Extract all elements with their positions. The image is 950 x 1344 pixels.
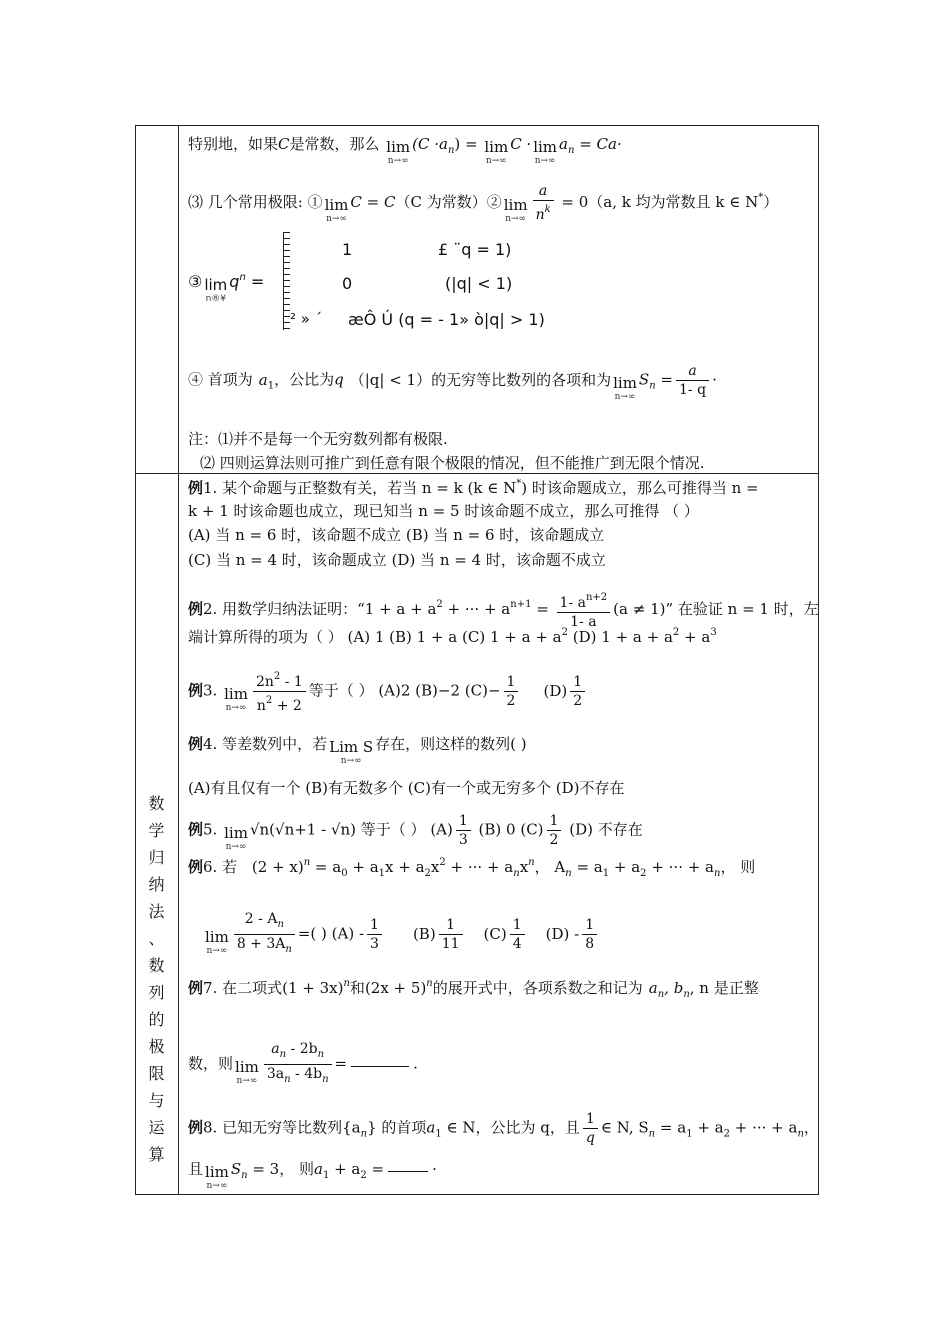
fraction: $\frac{1}{8}$ [582, 916, 597, 953]
q-case-2-cond: (|q| < 1) [445, 274, 513, 293]
q-limit-head: ③ lim n®¥ $q^n$ = [188, 272, 265, 304]
column-divider [178, 125, 179, 1195]
example-4: 例4. 等差数列中，若 Lim S n→∞ 存在，则这样的数列( ) [188, 735, 527, 766]
example-8-line2: 且 lim n→∞ $S_n = 3$， 则$a_1 + a_2$ = · [188, 1160, 437, 1191]
fraction: $\frac{1}{3}$ [456, 812, 471, 849]
limit: lim n→∞ [235, 1057, 259, 1086]
limit: Lim S n→∞ [329, 738, 374, 766]
limit: lim n→∞ [224, 684, 248, 713]
example-2: 例2. 用数学归纳法证明：“$1 + a + a^2$ + ··· + $a^{n+1}$ = $\frac{1- a^{n+2}}{1- a}$ (a ≠ 1)” 在验证 n = 1 时，左 [188, 589, 819, 631]
text: 特别地，如果 [188, 135, 279, 153]
fraction: $\frac{1}{4}$ [510, 916, 525, 953]
limit: lim n→∞ [205, 1163, 229, 1191]
fraction: $\frac{1}{2}$ [504, 673, 519, 710]
side-label-char: 法 [148, 902, 165, 921]
example-5: 例5. lim n→∞ √n(√n+1 - √n) 等于（ ） (A) $\frac{1}{3}$ (B) 0 (C) $\frac{1}{2}$ (D) 不存在 [188, 813, 643, 852]
example-1-options-cd: (C) 当 n = 4 时，该命题成立 (D) 当 n = 4 时，该命题不成立 [188, 551, 606, 569]
limit: lim n→∞ [533, 138, 558, 166]
example-4-options: (A)有且仅有一个 (B)有无数多个 (C)有一个或无穷多个 (D)不存在 [188, 779, 625, 797]
example-1-options-ab: (A) 当 n = 6 时，该命题不成立 (B) 当 n = 6 时，该命题成立 [188, 526, 605, 544]
side-label-char: 运 [148, 1118, 165, 1137]
answer-blank [388, 1171, 428, 1172]
geometric-sum-line: ④ 首项为 $a_1$，公比为q （|q| < 1）的无穷等比数列的各项和为 lim n→∞ $S_n$ = $\frac{a}{1- q}$ · [188, 363, 717, 402]
text: ⑶ 几个常用极限: ① [188, 193, 323, 211]
fraction: $\frac{1}{q}$ [583, 1110, 598, 1147]
side-label-char: 归 [148, 848, 165, 867]
fraction: $\frac{1- a^{n+2}}{1- a}$ [557, 589, 611, 631]
side-label-char: 数 [148, 956, 165, 975]
side-label-char: 限 [148, 1064, 165, 1083]
example-1: 例1. 某个命题与正整数有关，若当 n = k (k ∈ N*) 时该命题成立，那么可推得当 n = [188, 478, 759, 497]
limit: lim n→∞ [205, 927, 229, 956]
text: C [278, 135, 290, 153]
limit: lim n®¥ [204, 276, 228, 304]
fraction: $\frac{2n^2 - 1}{n^2 + 2}$ [253, 668, 306, 715]
example-2-options: 端计算所得的项为（ ） (A) 1 (B) 1 + a (C) $1 + a + a^2$ (D) $1 + a + a^2 + a^3$ [188, 627, 717, 646]
common-limits-line: ⑶ 几个常用极限: ① lim n→∞ C = C（C 为常数）② lim n→∞ $\frac{a}{n^k}$ = 0（a, k 均为常数且 k ∈ N*） [188, 183, 779, 224]
side-label-char: 极 [148, 1037, 165, 1056]
text: 是常数，那么 [289, 135, 380, 153]
side-label-char: 纳 [148, 875, 165, 894]
q-case-1-cond: £ ¨q = 1) [438, 240, 512, 259]
fraction: $\frac{1}{2}$ [570, 673, 585, 710]
example-6-limit: lim n→∞ $\frac{2 - A_n}{8 + 3A_n}$ =( ) (A) - $\frac{1}{3}$ (B) $\frac{1}{11}$ (C) $\frac{1}{4}$ (D) - $\frac{1}{8}$ [203, 910, 600, 959]
piecewise-brace [283, 232, 290, 330]
fraction: $\frac{1}{2}$ [547, 812, 562, 849]
fraction: $\frac{a_n - 2b_n}{3a_n - 4b_n}$ [264, 1040, 332, 1089]
example-3: 例3. lim n→∞ $\frac{2n^2 - 1}{n^2 + 2}$ 等于（ ） (A)2 (B)−2 (C)− $\frac{1}{2}$ (D) $\frac{1}{2}$ [188, 668, 588, 715]
limit: lim n→∞ [224, 823, 248, 852]
q-case-3-mark: ² » ´ [290, 310, 323, 328]
side-label-char: 的 [148, 1010, 165, 1029]
example-7-line2: 数，则 lim n→∞ $\frac{a_n - 2b_n}{3a_n - 4b_n}$ = . [188, 1040, 418, 1089]
limit: lim n→∞ [613, 373, 637, 402]
side-label-char: 算 [148, 1145, 165, 1164]
fraction: $\frac{2 - A_n}{8 + 3A_n}$ [234, 910, 295, 959]
fraction: $\frac{1}{11}$ [439, 916, 463, 953]
limit: lim n→∞ [324, 196, 349, 224]
answer-blank [351, 1066, 409, 1067]
limit: lim n→∞ [503, 196, 528, 224]
text: (C ·a [412, 135, 448, 153]
example-8: 例8. 已知无穷等比数列$\{a_n\}$ 的首项$a_1$ ∈ N，公比为 q，且 $\frac{1}{q}$ ∈ N, $S_n = a_1 + a_2$ + ··· + $a_n$， [188, 1111, 819, 1146]
example-1-line2: k + 1 时该命题也成立，现已知当 n = 5 时该命题不成立，那么可推得 （ ） [188, 502, 699, 520]
fraction: $\frac{a}{1- q}$ [676, 362, 709, 399]
note-1: 注：⑴并不是每一个无穷数列都有极限. [188, 430, 448, 448]
fraction: $\frac{a}{n^k}$ [533, 182, 554, 224]
side-label [135, 790, 178, 1168]
special-case-line: 特别地，如果C是常数，那么 lim n→∞ $(C \cdot a_n)$ = lim n→∞ C · lim n→∞ $a_n = Ca\cdot$ [188, 135, 622, 166]
q-case-1: 1 [342, 240, 353, 259]
example-6: 例6. 若 $(2 + x)^n = a_0 + a_1x + a_2x^2$ + ··· + $a_nx^n$， $A_n = a_1 + a_2$ + ··· + $a_n$， 则 [188, 857, 756, 879]
limit: lim n→∞ [386, 138, 411, 166]
q-case-3-cond: æÔ Ú (q = - 1» ò|q| > 1) [348, 310, 545, 329]
side-label-char: 数 [148, 794, 165, 813]
note-2: ⑵ 四则运算法则可推广到任意有限个极限的情况，但不能推广到无限个情况. [200, 454, 705, 472]
row-divider [135, 473, 819, 474]
side-label-char: 学 [148, 821, 165, 840]
q-case-2: 0 [342, 274, 353, 293]
side-label-char: 列 [148, 983, 165, 1002]
fraction: $\frac{1}{3}$ [367, 916, 382, 953]
side-label-char: 与 [148, 1091, 165, 1110]
side-label-char: 、 [148, 929, 165, 948]
limit: lim n→∞ [484, 138, 509, 166]
example-7: 例7. 在二项式$(1 + 3x)^n$和$(2x + 5)^n$的展开式中，各项系数之和记为 $a_n$, $b_n$, n 是正整 [188, 978, 759, 1000]
